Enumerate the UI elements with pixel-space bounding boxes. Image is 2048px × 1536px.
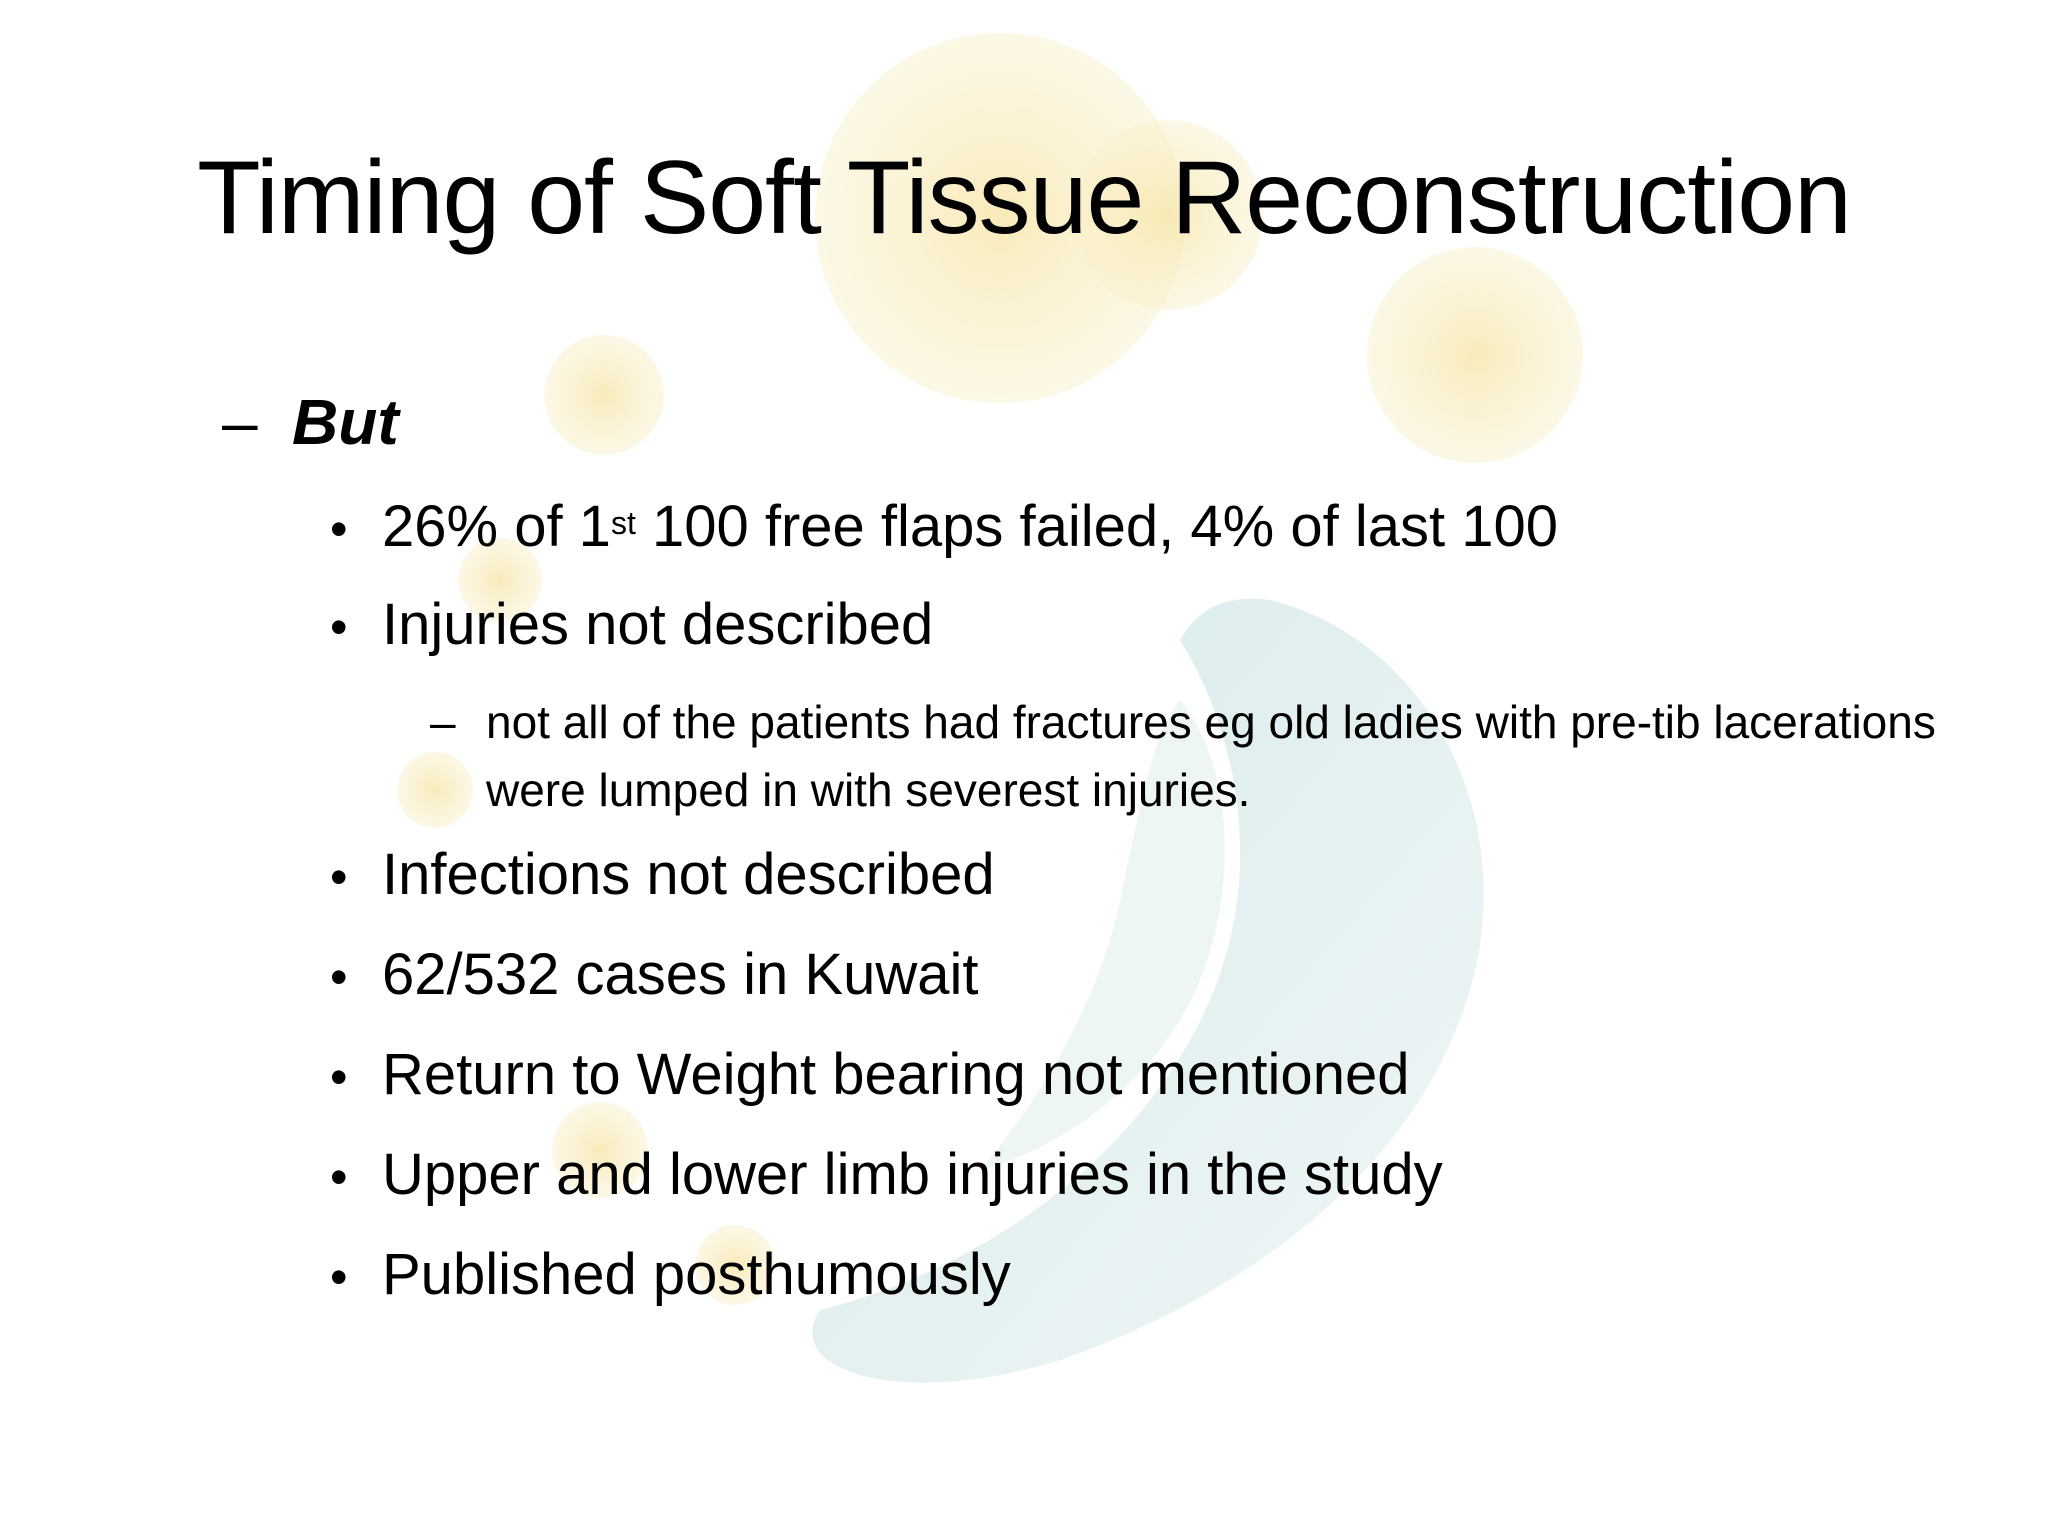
dash-glyph: – [222, 386, 258, 458]
bullet-text: 100 free flaps failed, 4% of last 100 [635, 494, 1558, 559]
bullet-item [330, 1040, 1409, 1112]
bullet-glyph: • [330, 1149, 348, 1205]
bullet-item [330, 940, 978, 1012]
slide-title: Timing of Soft Tissue Reconstruction [197, 140, 1851, 256]
level1-item-but [222, 382, 399, 462]
bullet-glyph: • [330, 1049, 348, 1105]
bullet-item [330, 1240, 1011, 1312]
watermark-dot [544, 335, 664, 455]
bullet-glyph: • [330, 949, 348, 1005]
bullet-text: 62/532 cases in Kuwait [382, 942, 979, 1007]
bullet-item [330, 492, 1558, 564]
dash-glyph: – [430, 696, 456, 748]
sub-bullet-item [430, 688, 1990, 824]
bullet-glyph: • [330, 501, 348, 557]
bullet-glyph: • [330, 1249, 348, 1305]
bullet-glyph: • [330, 599, 348, 655]
level1-label: But [292, 386, 399, 458]
bullet-glyph: • [330, 849, 348, 905]
sub-bullet-text: not all of the patients had fractures eg old ladies with pre-tib lacerations were lumped in with severest injuries. [486, 696, 1936, 816]
bullet-item [330, 840, 995, 912]
bullet-text: Published posthumously [382, 1242, 1011, 1307]
bullet-item [330, 1140, 1443, 1212]
bullet-text: Injuries not described [382, 592, 934, 657]
bullet-text: Infections not described [382, 842, 995, 907]
bullet-text: 26% of 1 [382, 494, 611, 559]
bullet-item [330, 590, 933, 662]
watermark-dot [1367, 247, 1583, 463]
bullet-text: Upper and lower limb injuries in the study [382, 1142, 1443, 1207]
bullet-text: Return to Weight bearing not mentioned [382, 1042, 1410, 1107]
bullet-superscript: st [610, 505, 636, 541]
